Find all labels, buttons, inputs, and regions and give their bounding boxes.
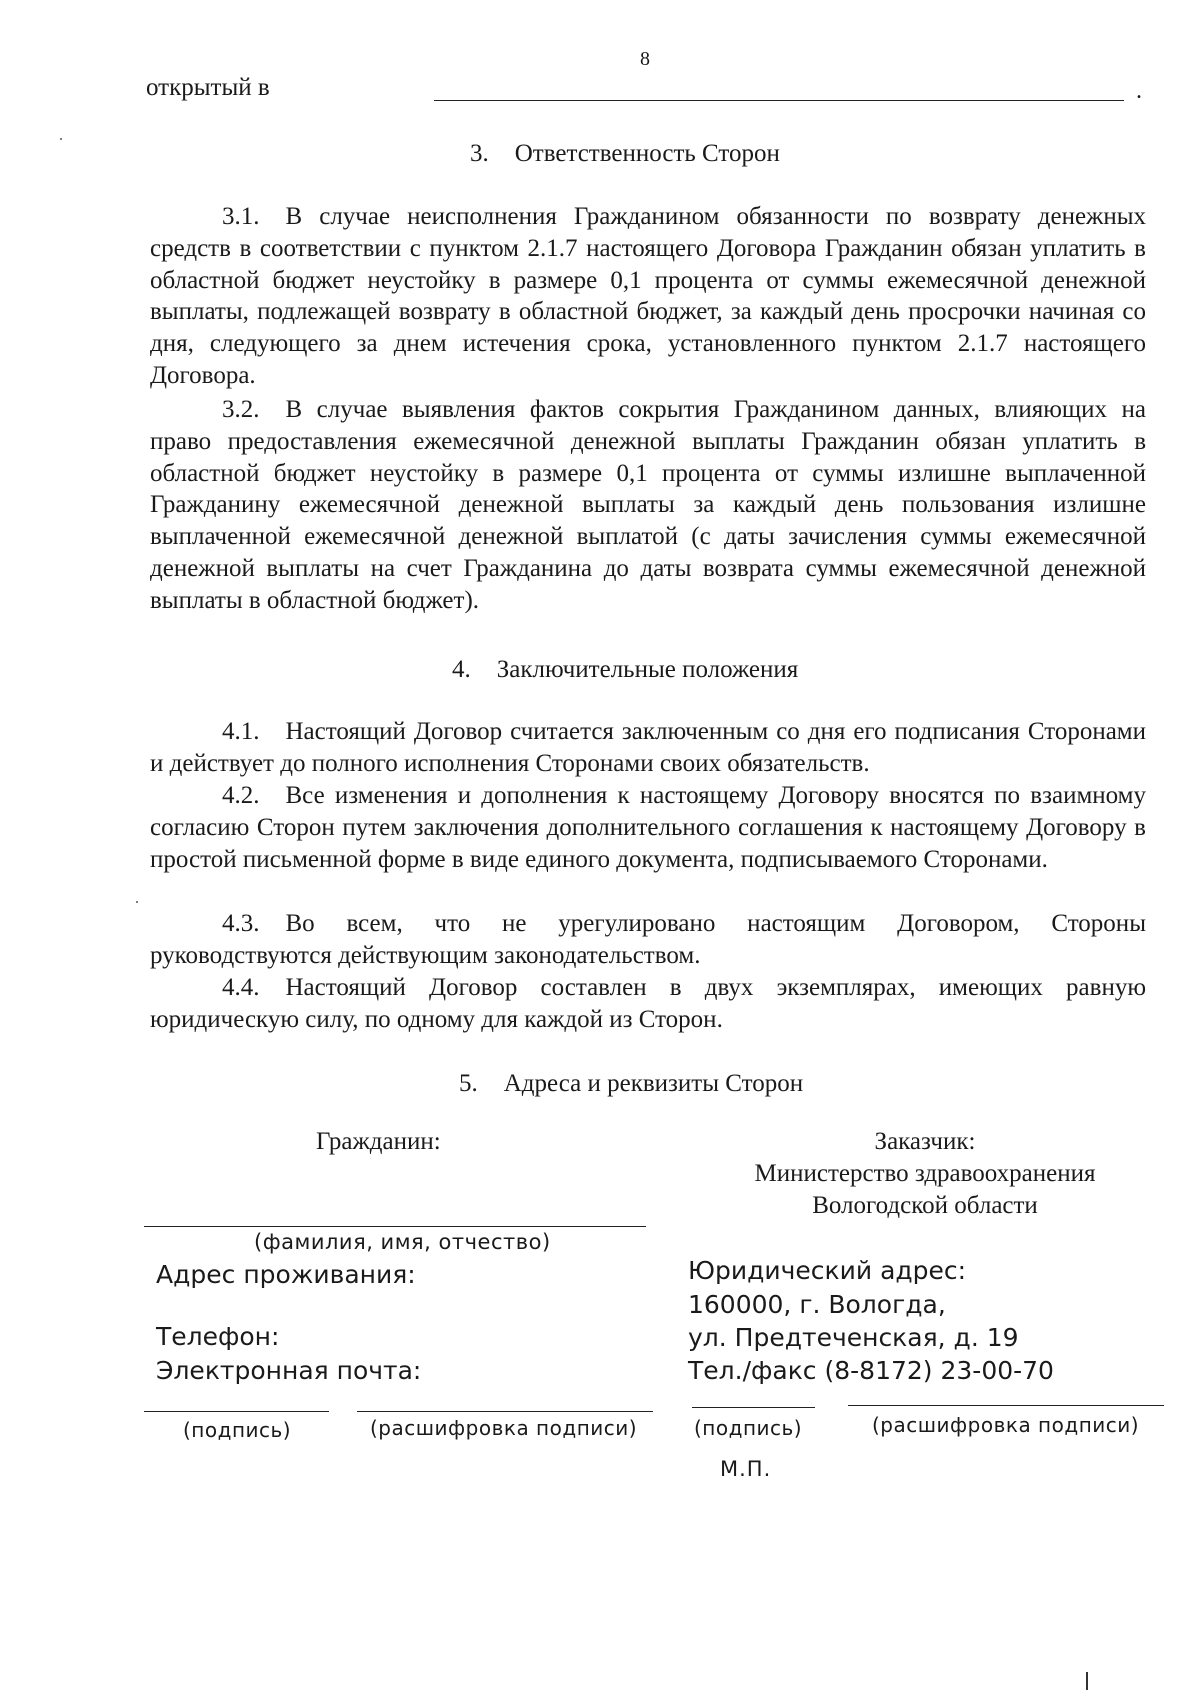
citizen-signature-decode-caption: (расшифровка подписи) xyxy=(370,1416,638,1440)
citizen-signature-line xyxy=(144,1411,329,1412)
section-4-number: 4. xyxy=(452,656,471,683)
scan-speck xyxy=(136,901,138,903)
page-number: 8 xyxy=(640,48,650,70)
section-5-title xyxy=(459,1070,803,1098)
citizen-signature-decode-line xyxy=(357,1411,653,1412)
section-3-title-text: Ответственность Сторон xyxy=(514,140,780,167)
citizen-address-label: Адрес проживания: xyxy=(156,1260,416,1289)
customer-phone-fax: Тел./факс (8-8172) 23-00-70 xyxy=(688,1356,1054,1385)
scan-edge-mark xyxy=(1086,1672,1088,1690)
section-4-title-text: Заключительные положения xyxy=(496,656,799,683)
clause-4-4 xyxy=(150,972,1146,1036)
customer-heading-block xyxy=(680,1126,1170,1221)
section-5-number: 5. xyxy=(459,1070,478,1097)
section-4-title xyxy=(452,656,798,684)
line-end-mark: . xyxy=(1136,78,1142,104)
clause-4-2-text: Все изменения и дополнения к настоящему Договору вносятся по взаимному согласию Сторон путем заключения дополнительного соглашения к настоящему Договору в простой письменной форме в виде единого документа, подписываемого Сторонами. xyxy=(150,782,1146,873)
clause-4-3-text: Во всем, что не урегулировано настоящим Договором, Стороны руководствуются действующим законодательством. xyxy=(150,910,1146,969)
citizen-heading: Гражданин: xyxy=(316,1128,441,1155)
bank-name-blank-line xyxy=(434,100,1124,101)
scan-speck xyxy=(60,138,62,140)
clause-4-1 xyxy=(150,716,1146,780)
stamp-place-mark: М.П. xyxy=(720,1457,772,1481)
customer-legal-address-label: Юридический адрес: xyxy=(688,1256,967,1285)
citizen-signature-caption: (подпись) xyxy=(183,1418,292,1442)
customer-address-line-2: ул. Предтеченская, д. 19 xyxy=(688,1323,1019,1352)
customer-signature-caption: (подпись) xyxy=(694,1416,803,1440)
section-5-title-text: Адреса и реквизиты Сторон xyxy=(503,1070,804,1097)
clause-4-4-text: Настоящий Договор составлен в двух экземплярах, имеющих равную юридическую силу, по одному для каждой из Сторон. xyxy=(150,974,1146,1033)
account-opened-label: открытый в xyxy=(146,74,270,101)
citizen-email-label: Электронная почта: xyxy=(156,1356,422,1385)
customer-org-line-1: Министерство здравоохранения xyxy=(754,1159,1096,1187)
citizen-fio-caption: (фамилия, имя, отчество) xyxy=(254,1230,551,1254)
customer-signature-line xyxy=(692,1407,815,1408)
clause-3-2-number: 3.2. xyxy=(222,396,260,423)
clause-3-2-text: В случае выявления фактов сокрытия Гражданином данных, влияющих на право предоставления ежемесячной денежной выплаты Гражданин обязан уплатить в областной бюджет неустойку в размере 0,1 процента от суммы излишне выплаченной Гражданину ежемесячной денежной выплаты за каждый день пользования излишне выплаченной ежемесячной денежной выплатой (с даты зачисления суммы ежемесячной денежной выплаты на счет Гражданина до даты возврата суммы ежемесячной денежной выплаты в областной бюджет). xyxy=(150,396,1146,614)
clause-4-1-number: 4.1. xyxy=(222,718,260,745)
citizen-fio-blank-line xyxy=(144,1226,646,1227)
customer-signature-decode-caption: (расшифровка подписи) xyxy=(872,1413,1140,1437)
customer-signature-decode-line xyxy=(848,1405,1164,1406)
clause-4-1-text: Настоящий Договор считается заключенным со дня его подписания Сторонами и действует до полного исполнения Сторонами своих обязательств. xyxy=(150,718,1146,777)
clause-4-3 xyxy=(150,908,1146,972)
clause-4-3-number: 4.3. xyxy=(222,910,260,937)
clause-3-1-text: В случае неисполнения Гражданином обязанности по возврату денежных средств в соответствии с пунктом 2.1.7 настоящего Договора Гражданин обязан уплатить в областной бюджет неустойку в размере 0,1 процента от суммы ежемесячной денежной выплаты, подлежащей возврату в областной бюджет, за каждый день просрочки начиная со дня, следующего за днем истечения срока, установленного пунктом 2.1.7 настоящего Договора. xyxy=(150,203,1146,389)
customer-heading: Заказчик: xyxy=(874,1128,976,1155)
citizen-phone-label: Телефон: xyxy=(156,1322,280,1351)
clause-4-4-number: 4.4. xyxy=(222,974,260,1001)
clause-3-1 xyxy=(150,201,1146,392)
clause-3-2 xyxy=(150,394,1146,617)
customer-address-line-1: 160000, г. Вологда, xyxy=(688,1290,946,1319)
section-3-title xyxy=(470,140,780,168)
customer-org-line-2: Вологодской области xyxy=(812,1191,1038,1219)
clause-3-1-number: 3.1. xyxy=(222,203,260,230)
clause-4-2 xyxy=(150,780,1146,875)
clause-4-2-number: 4.2. xyxy=(222,782,260,809)
section-3-number: 3. xyxy=(470,140,489,167)
